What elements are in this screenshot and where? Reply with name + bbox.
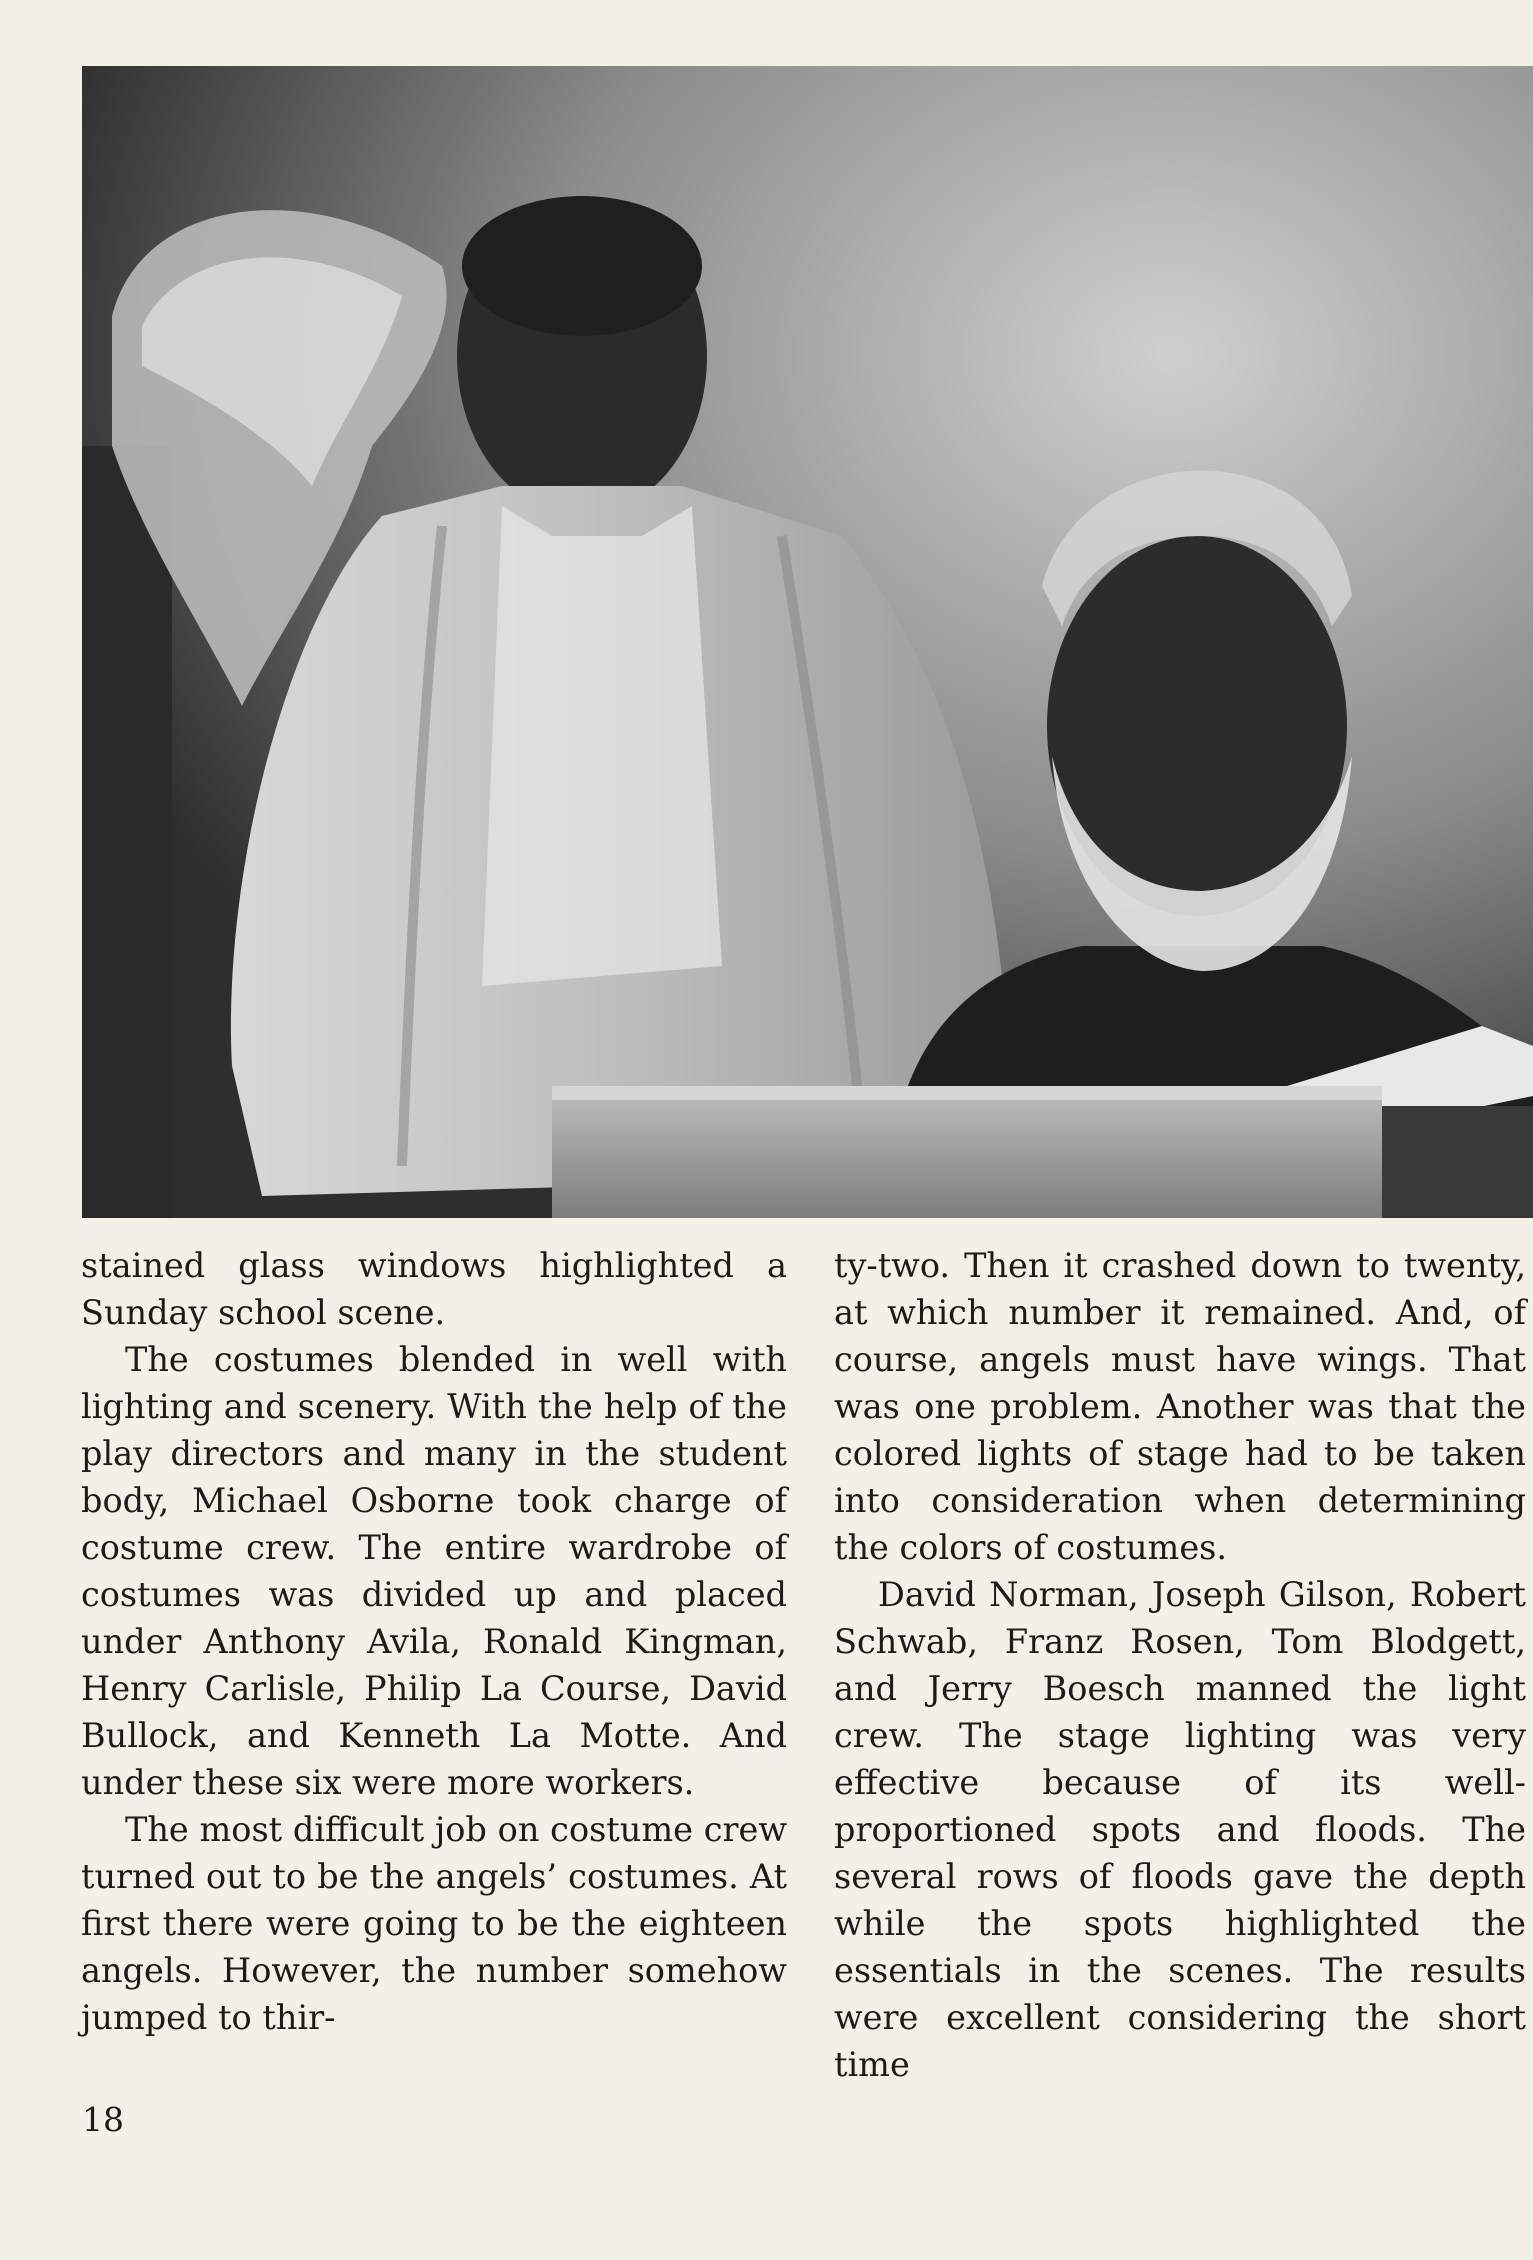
paragraph: The costumes blended in well with lighting and scenery. With the help of the play directors and many in the student body, Michael Osborne took charge of costume crew. The entire wardrobe of costumes was divided up and placed under Anthony Avila, Ronald Kingman, Henry Carlisle, Philip La Course, David Bullock, and Kenneth La Motte. And under these six were more workers.: [81, 1340, 787, 1802]
stage-photo: [82, 66, 1533, 1218]
stage-photo-icon: [82, 66, 1533, 1218]
paragraph: The most difficult job on costume crew turned out to be the angels’ costumes. At first there were going to be the eighteen angels. However, the number somehow jumped to thir-: [81, 1810, 787, 2037]
paragraph: ty-two. Then it crashed down to twenty, at which number it remained. And, of course, angels must have wings. That was one problem. Another was that the colored lights of stage had to be taken into consideration when determining the colors of costumes.: [834, 1246, 1526, 1567]
left-text-column: [81, 1242, 787, 2041]
right-text-column: [834, 1242, 1526, 2088]
page-number: 18: [82, 2100, 124, 2139]
paragraph: stained glass windows highlighted a Sunday school scene.: [81, 1246, 787, 1332]
paragraph: David Norman, Joseph Gilson, Robert Schwab, Franz Rosen, Tom Blodgett, and Jerry Boesch manned the light crew. The stage lighting was very effective because of its well-proportioned spots and floods. The several rows of floods gave the depth while the spots highlighted the essentials in the scenes. The results were excellent considering the short time: [834, 1575, 1526, 2084]
